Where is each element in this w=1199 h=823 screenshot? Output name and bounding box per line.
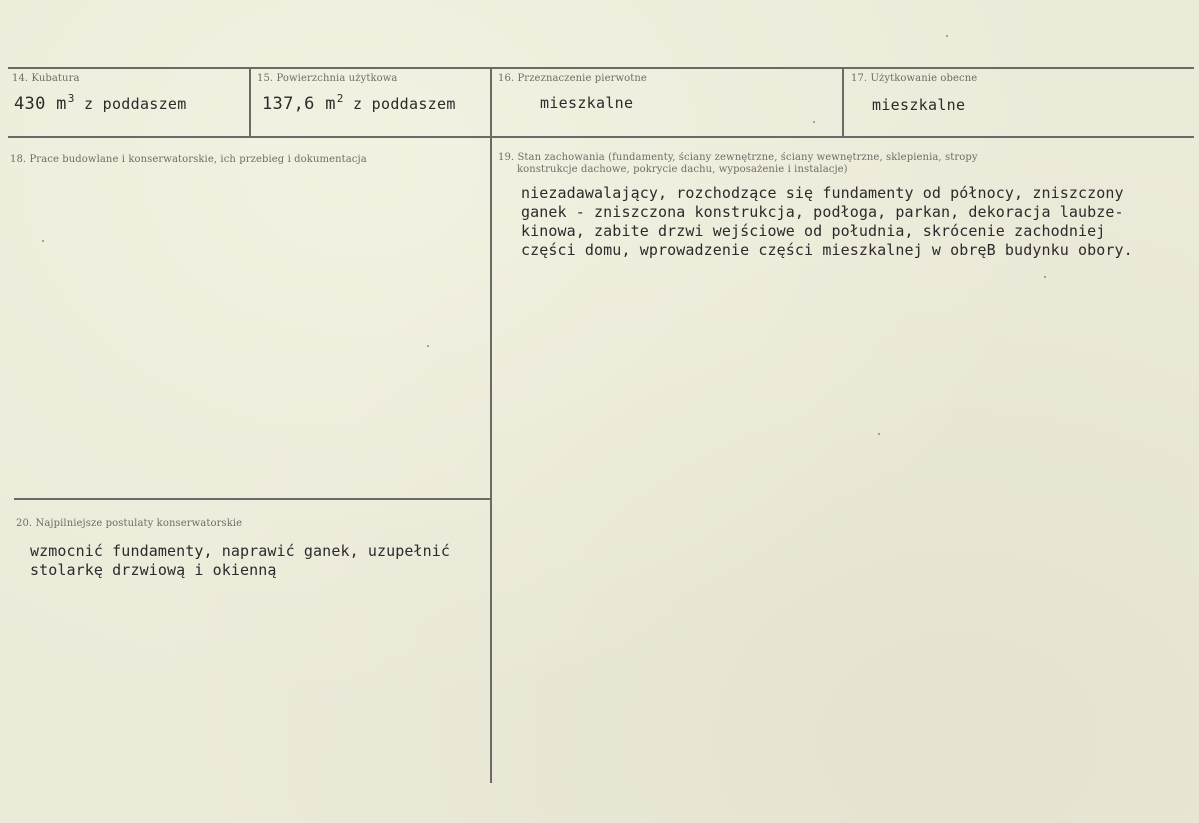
powierzchnia-suffix: z poddaszem: [343, 95, 456, 113]
kubatura-number: 430 m: [14, 94, 67, 114]
postulaty-line: stolarkę drzwiową i okienną: [30, 561, 277, 579]
powierzchnia-number: 137,6 m: [262, 94, 336, 114]
paper-speck: [878, 433, 880, 435]
stan-line: ganek - zniszczona konstrukcja, podłoga, parkan, dekoracja laubze-: [521, 203, 1124, 221]
powierzchnia-value: [262, 94, 456, 114]
paper-speck: [946, 35, 948, 37]
prace-label: 18. Prace budowlane i konserwatorskie, ich przebieg i dokumentacja: [10, 154, 367, 165]
postulaty-label: 20. Najpilniejsze postulaty konserwatorskie: [16, 518, 243, 529]
stan-text: [521, 184, 1133, 260]
row-divider: [8, 136, 1194, 138]
przeznaczenie-value: mieszkalne: [540, 94, 634, 112]
przeznaczenie-label: 16. Przeznaczenie pierwotne: [498, 73, 647, 84]
powierzchnia-exponent: 2: [336, 92, 344, 105]
stan-line: części domu, wprowadzenie części mieszkalnej w obręB budynku obory.: [521, 241, 1133, 259]
kubatura-value: [14, 94, 187, 114]
top-rule: [8, 67, 1194, 69]
paper-speck: [427, 345, 429, 347]
paper-speck: [1044, 276, 1046, 278]
paper-speck: [42, 240, 44, 242]
kubatura-label: 14. Kubatura: [12, 73, 80, 84]
powierzchnia-label: 15. Powierzchnia użytkowa: [257, 73, 398, 84]
left-column-divider: [14, 498, 492, 500]
postulaty-line: wzmocnić fundamenty, naprawić ganek, uzupełnić: [30, 542, 451, 560]
stan-line: niezadawalający, rozchodzące się fundamenty od północy, zniszczony: [521, 184, 1124, 202]
stan-line: kinowa, zabite drzwi wejściowe od południa, skrócenie zachodniej: [521, 222, 1106, 240]
uzytkowanie-value: mieszkalne: [872, 96, 966, 114]
postulaty-text: [30, 542, 450, 580]
col-divider-2: [490, 69, 492, 783]
uzytkowanie-label: 17. Użytkowanie obecne: [851, 73, 978, 84]
paper-speck: [813, 121, 815, 123]
kubatura-exponent: 3: [67, 92, 75, 105]
kubatura-suffix: z poddaszem: [74, 95, 187, 113]
stan-label-line1: 19. Stan zachowania (fundamenty, ściany zewnętrzne, ściany wewnętrzne, sklepienia, stropy: [498, 152, 978, 163]
col-divider-1: [249, 69, 251, 137]
col-divider-3: [842, 69, 844, 137]
stan-label-line2: konstrukcje dachowe, pokrycie dachu, wyposażenie i instalacje): [517, 164, 848, 175]
